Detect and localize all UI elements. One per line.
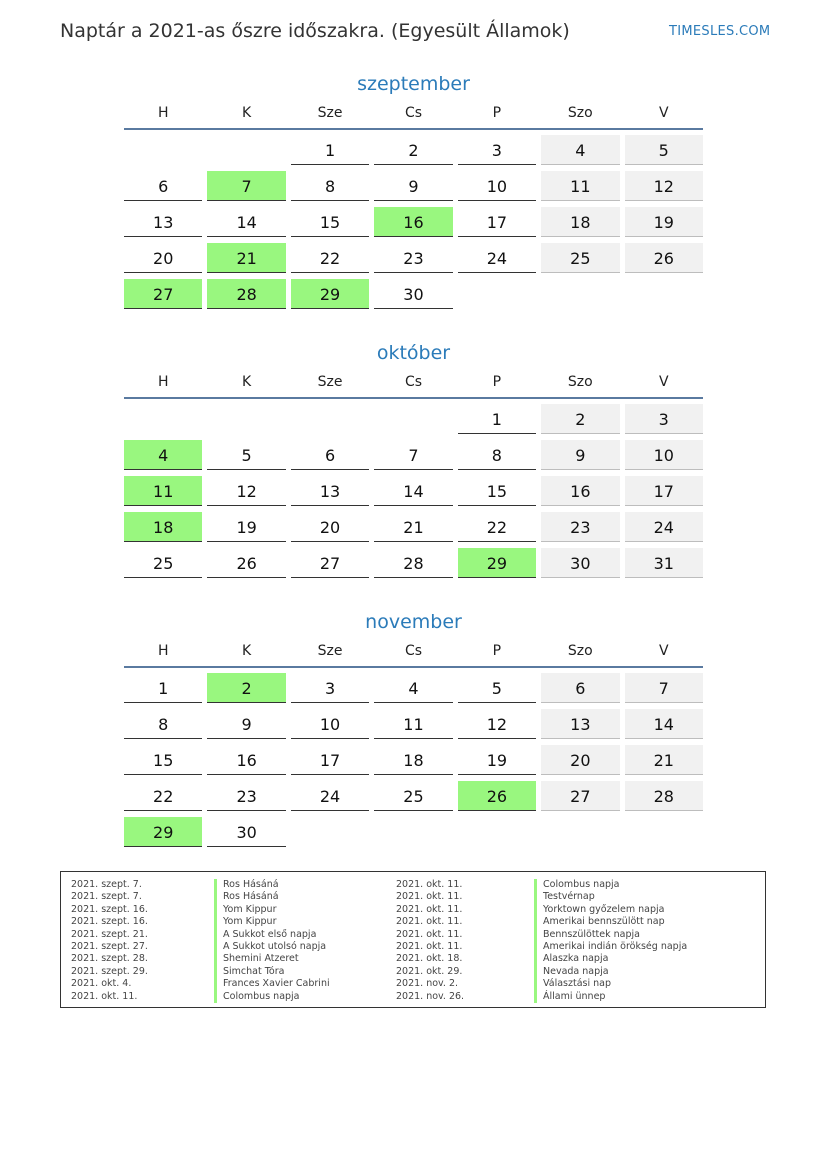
empty-day-cell bbox=[374, 404, 452, 434]
holiday-day-cell: 29 bbox=[124, 817, 202, 847]
day-cell: 14 bbox=[625, 709, 703, 739]
day-cell: 19 bbox=[458, 745, 536, 775]
day-cell: 10 bbox=[458, 171, 536, 201]
legend-date: 2021. szept. 27. bbox=[71, 940, 148, 952]
day-cell: 1 bbox=[291, 135, 369, 165]
holiday-day-cell: 29 bbox=[458, 548, 536, 578]
day-cell: 7 bbox=[374, 440, 452, 470]
day-cell: 17 bbox=[625, 476, 703, 506]
legend-row bbox=[396, 904, 756, 916]
day-cell: 23 bbox=[207, 781, 285, 811]
day-cell: 25 bbox=[541, 243, 619, 273]
day-cell: 12 bbox=[458, 709, 536, 739]
day-cell: 6 bbox=[124, 171, 202, 201]
empty-day-cell bbox=[207, 135, 285, 165]
day-cell: 6 bbox=[541, 673, 619, 703]
weekday-label: K bbox=[242, 374, 252, 390]
legend-row bbox=[71, 904, 391, 916]
legend-row bbox=[396, 991, 756, 1003]
legend-column-right bbox=[396, 879, 756, 1003]
day-cell: 12 bbox=[207, 476, 285, 506]
holiday-day-cell: 28 bbox=[207, 279, 285, 309]
day-cell: 28 bbox=[625, 781, 703, 811]
weekday-header bbox=[124, 104, 703, 130]
legend-row bbox=[396, 929, 756, 941]
day-cell: 13 bbox=[124, 207, 202, 237]
weekday-label: Cs bbox=[404, 105, 423, 121]
day-cell: 8 bbox=[458, 440, 536, 470]
weekday-label: K bbox=[242, 643, 252, 659]
day-cell: 19 bbox=[207, 512, 285, 542]
weekday-label: Cs bbox=[404, 643, 423, 659]
week-row bbox=[124, 512, 703, 543]
day-cell: 4 bbox=[541, 135, 619, 165]
legend-date: 2021. okt. 11. bbox=[71, 990, 138, 1002]
legend-row bbox=[396, 916, 756, 928]
legend-holiday-name: Colombus napja bbox=[214, 991, 300, 1003]
legend-row bbox=[71, 916, 391, 928]
legend-holiday-name: Ros Hásáná bbox=[214, 879, 279, 891]
legend-date: 2021. okt. 29. bbox=[396, 965, 463, 977]
legend-date: 2021. nov. 26. bbox=[396, 990, 465, 1002]
day-cell: 3 bbox=[291, 673, 369, 703]
holiday-day-cell: 29 bbox=[291, 279, 369, 309]
legend-row bbox=[71, 941, 391, 953]
holiday-day-cell: 4 bbox=[124, 440, 202, 470]
week-row bbox=[124, 548, 703, 579]
holiday-legend bbox=[60, 871, 766, 1008]
holiday-day-cell: 11 bbox=[124, 476, 202, 506]
month-szeptember bbox=[124, 70, 703, 310]
legend-holiday-name: Yom Kippur bbox=[214, 904, 276, 916]
day-cell: 14 bbox=[207, 207, 285, 237]
day-cell: 23 bbox=[541, 512, 619, 542]
legend-date: 2021. nov. 2. bbox=[396, 978, 459, 990]
week-row bbox=[124, 476, 703, 507]
legend-row bbox=[71, 966, 391, 978]
month-name: szeptember bbox=[357, 73, 470, 95]
weekday-label: Cs bbox=[404, 374, 423, 390]
legend-holiday-name: Colombus napja bbox=[534, 879, 620, 891]
day-cell: 20 bbox=[291, 512, 369, 542]
day-cell: 15 bbox=[124, 745, 202, 775]
day-cell: 30 bbox=[374, 279, 452, 309]
weekday-label: P bbox=[492, 374, 502, 390]
month-name: október bbox=[376, 342, 451, 364]
day-cell: 16 bbox=[541, 476, 619, 506]
empty-day-cell bbox=[458, 279, 536, 309]
legend-holiday-name: A Sukkot első napja bbox=[214, 929, 316, 941]
day-cell: 8 bbox=[124, 709, 202, 739]
day-cell: 10 bbox=[291, 709, 369, 739]
empty-day-cell bbox=[541, 279, 619, 309]
day-cell: 27 bbox=[291, 548, 369, 578]
day-cell: 19 bbox=[625, 207, 703, 237]
legend-row bbox=[396, 966, 756, 978]
week-row bbox=[124, 709, 703, 740]
month-name: november bbox=[365, 611, 462, 633]
day-cell: 23 bbox=[374, 243, 452, 273]
legend-holiday-name: Amerikai bennszülött nap bbox=[534, 916, 665, 928]
day-cell: 11 bbox=[541, 171, 619, 201]
legend-row bbox=[71, 929, 391, 941]
weekday-label: Sze bbox=[317, 105, 343, 121]
day-cell: 26 bbox=[625, 243, 703, 273]
holiday-day-cell: 26 bbox=[458, 781, 536, 811]
holiday-day-cell: 2 bbox=[207, 673, 285, 703]
day-cell: 28 bbox=[374, 548, 452, 578]
legend-holiday-name: Bennszülöttek napja bbox=[534, 929, 640, 941]
legend-holiday-name: Simchat Tóra bbox=[214, 966, 284, 978]
day-cell: 17 bbox=[291, 745, 369, 775]
day-cell: 15 bbox=[458, 476, 536, 506]
legend-holiday-name: Nevada napja bbox=[534, 966, 609, 978]
day-cell: 31 bbox=[625, 548, 703, 578]
legend-date: 2021. szept. 16. bbox=[71, 903, 148, 915]
day-cell: 22 bbox=[458, 512, 536, 542]
day-cell: 5 bbox=[625, 135, 703, 165]
brand-link[interactable]: TIMESLES.COM bbox=[669, 24, 771, 39]
empty-day-cell bbox=[124, 135, 202, 165]
empty-day-cell bbox=[541, 817, 619, 847]
legend-holiday-name: Yom Kippur bbox=[214, 916, 276, 928]
day-cell: 11 bbox=[374, 709, 452, 739]
weekday-label: H bbox=[157, 105, 169, 121]
weekday-label: P bbox=[492, 643, 502, 659]
day-cell: 1 bbox=[124, 673, 202, 703]
empty-day-cell bbox=[207, 404, 285, 434]
day-cell: 5 bbox=[458, 673, 536, 703]
day-cell: 30 bbox=[207, 817, 285, 847]
day-cell: 6 bbox=[291, 440, 369, 470]
legend-holiday-name: Alaszka napja bbox=[534, 953, 608, 965]
week-row bbox=[124, 243, 703, 274]
weekday-label: Szo bbox=[567, 374, 593, 390]
day-cell: 13 bbox=[541, 709, 619, 739]
legend-date: 2021. szept. 28. bbox=[71, 953, 148, 965]
day-cell: 5 bbox=[207, 440, 285, 470]
legend-date: 2021. okt. 11. bbox=[396, 891, 463, 903]
legend-date: 2021. okt. 11. bbox=[396, 879, 463, 890]
week-row bbox=[124, 817, 703, 848]
legend-holiday-name: Frances Xavier Cabrini bbox=[214, 978, 330, 990]
day-cell: 9 bbox=[541, 440, 619, 470]
day-cell: 18 bbox=[374, 745, 452, 775]
weekday-label: Szo bbox=[567, 105, 593, 121]
holiday-day-cell: 7 bbox=[207, 171, 285, 201]
day-cell: 26 bbox=[207, 548, 285, 578]
day-cell: 2 bbox=[374, 135, 452, 165]
weekday-label: V bbox=[658, 374, 669, 390]
day-cell: 20 bbox=[124, 243, 202, 273]
day-cell: 22 bbox=[291, 243, 369, 273]
legend-date: 2021. szept. 16. bbox=[71, 916, 148, 928]
weekday-label: V bbox=[658, 643, 669, 659]
legend-row bbox=[71, 879, 391, 891]
weekday-header bbox=[124, 373, 703, 399]
legend-column-left bbox=[71, 879, 391, 1003]
legend-holiday-name: Yorktown győzelem napja bbox=[534, 904, 665, 916]
legend-date: 2021. okt. 18. bbox=[396, 953, 463, 965]
legend-date: 2021. szept. 7. bbox=[71, 891, 142, 903]
day-cell: 1 bbox=[458, 404, 536, 434]
legend-date: 2021. okt. 11. bbox=[396, 928, 463, 940]
holiday-day-cell: 21 bbox=[207, 243, 285, 273]
legend-date: 2021. okt. 11. bbox=[396, 916, 463, 928]
page-title: Naptár a 2021-as őszre időszakra. (Egyesült Államok) bbox=[60, 20, 570, 42]
day-cell: 9 bbox=[207, 709, 285, 739]
holiday-day-cell: 18 bbox=[124, 512, 202, 542]
holiday-day-cell: 16 bbox=[374, 207, 452, 237]
weekday-label: Szo bbox=[567, 643, 593, 659]
legend-holiday-name: A Sukkot utolsó napja bbox=[214, 941, 326, 953]
legend-holiday-name: Választási nap bbox=[534, 978, 611, 990]
day-cell: 24 bbox=[458, 243, 536, 273]
weekday-label: H bbox=[157, 643, 169, 659]
month-november bbox=[124, 608, 703, 848]
day-cell: 3 bbox=[458, 135, 536, 165]
weekday-label: H bbox=[157, 374, 169, 390]
day-cell: 24 bbox=[291, 781, 369, 811]
day-cell: 16 bbox=[207, 745, 285, 775]
legend-holiday-name: Testvérnap bbox=[534, 891, 595, 903]
weekday-label: Sze bbox=[317, 643, 343, 659]
legend-row bbox=[396, 891, 756, 903]
day-cell: 17 bbox=[458, 207, 536, 237]
empty-day-cell bbox=[291, 404, 369, 434]
day-cell: 10 bbox=[625, 440, 703, 470]
day-cell: 12 bbox=[625, 171, 703, 201]
legend-row bbox=[396, 879, 756, 891]
week-row bbox=[124, 673, 703, 704]
day-cell: 25 bbox=[124, 548, 202, 578]
empty-day-cell bbox=[458, 817, 536, 847]
week-row bbox=[124, 440, 703, 471]
day-cell: 20 bbox=[541, 745, 619, 775]
week-row bbox=[124, 135, 703, 166]
weekday-label: K bbox=[242, 105, 252, 121]
day-cell: 8 bbox=[291, 171, 369, 201]
week-row bbox=[124, 207, 703, 238]
week-row bbox=[124, 745, 703, 776]
day-cell: 18 bbox=[541, 207, 619, 237]
legend-date: 2021. okt. 11. bbox=[396, 903, 463, 915]
legend-holiday-name: Amerikai indián örökség napja bbox=[534, 941, 687, 953]
legend-holiday-name: Ros Hásáná bbox=[214, 891, 279, 903]
legend-row bbox=[71, 891, 391, 903]
legend-row bbox=[396, 978, 756, 990]
legend-date: 2021. okt. 11. bbox=[396, 940, 463, 952]
legend-holiday-name: Állami ünnep bbox=[534, 991, 605, 1003]
day-cell: 30 bbox=[541, 548, 619, 578]
legend-date: 2021. szept. 7. bbox=[71, 879, 142, 890]
day-cell: 15 bbox=[291, 207, 369, 237]
weekday-label: P bbox=[492, 105, 502, 121]
day-cell: 2 bbox=[541, 404, 619, 434]
day-cell: 13 bbox=[291, 476, 369, 506]
day-cell: 27 bbox=[541, 781, 619, 811]
empty-day-cell bbox=[291, 817, 369, 847]
legend-holiday-name: Shemini Atzeret bbox=[214, 953, 299, 965]
empty-day-cell bbox=[124, 404, 202, 434]
day-cell: 3 bbox=[625, 404, 703, 434]
weekday-header bbox=[124, 642, 703, 668]
day-cell: 7 bbox=[625, 673, 703, 703]
day-cell: 9 bbox=[374, 171, 452, 201]
legend-row bbox=[71, 953, 391, 965]
day-cell: 24 bbox=[625, 512, 703, 542]
day-cell: 4 bbox=[374, 673, 452, 703]
day-cell: 21 bbox=[625, 745, 703, 775]
legend-row bbox=[71, 978, 391, 990]
legend-row bbox=[396, 941, 756, 953]
day-cell: 25 bbox=[374, 781, 452, 811]
week-row bbox=[124, 781, 703, 812]
empty-day-cell bbox=[625, 817, 703, 847]
week-row bbox=[124, 404, 703, 435]
empty-day-cell bbox=[625, 279, 703, 309]
week-row bbox=[124, 171, 703, 202]
legend-row bbox=[396, 953, 756, 965]
month-október bbox=[124, 339, 703, 579]
legend-date: 2021. szept. 29. bbox=[71, 965, 148, 977]
day-cell: 14 bbox=[374, 476, 452, 506]
weekday-label: V bbox=[658, 105, 669, 121]
day-cell: 21 bbox=[374, 512, 452, 542]
weekday-label: Sze bbox=[317, 374, 343, 390]
legend-date: 2021. okt. 4. bbox=[71, 978, 132, 990]
day-cell: 22 bbox=[124, 781, 202, 811]
holiday-day-cell: 27 bbox=[124, 279, 202, 309]
legend-date: 2021. szept. 21. bbox=[71, 928, 148, 940]
empty-day-cell bbox=[374, 817, 452, 847]
week-row bbox=[124, 279, 703, 310]
legend-row bbox=[71, 991, 391, 1003]
